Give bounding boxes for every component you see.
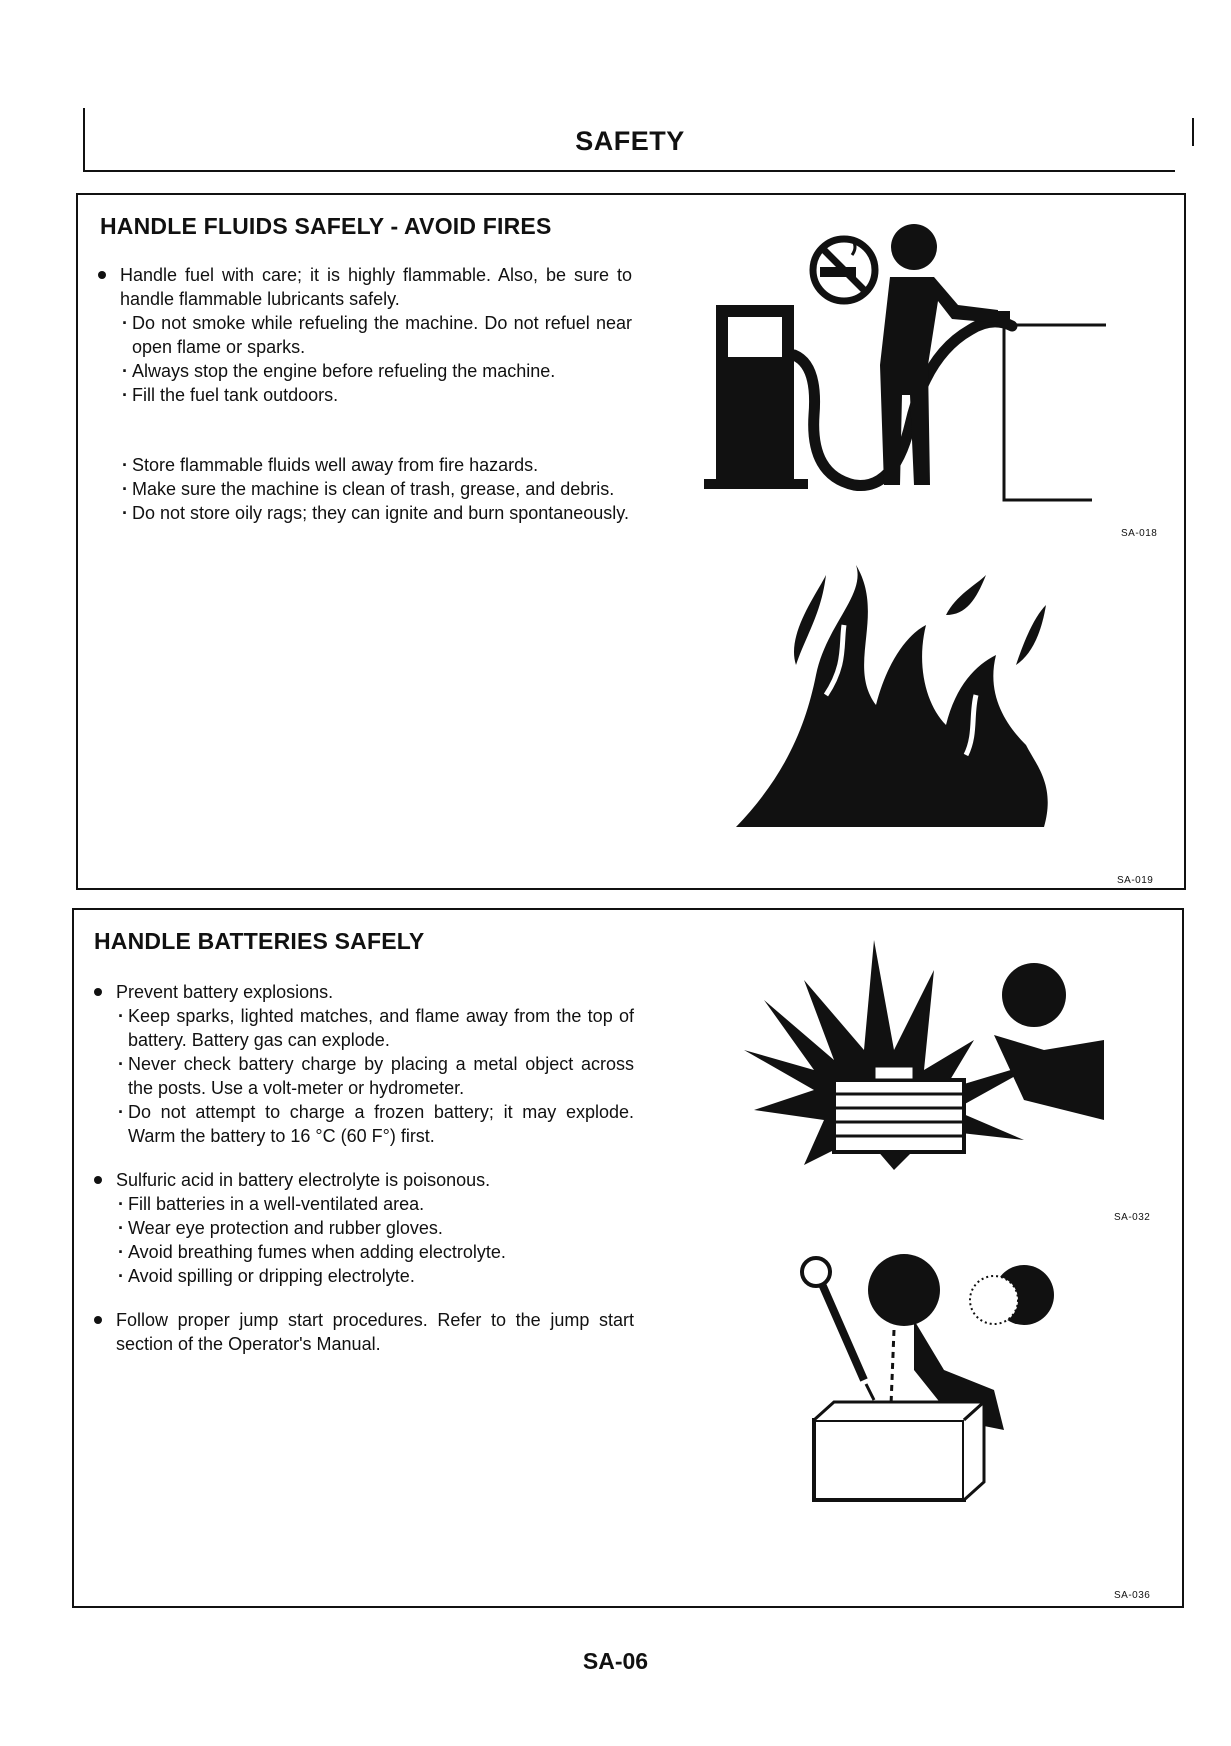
page-title: SAFETY xyxy=(575,126,685,156)
battery-explosion-illustration xyxy=(744,940,1104,1190)
fluids-sub-item: · Always stop the engine before refueling the machine. xyxy=(92,359,632,383)
figure-code: SA-019 xyxy=(1117,875,1154,886)
batteries-section-title: HANDLE BATTERIES SAFELY xyxy=(94,928,425,954)
fluids-sub-item: · Store flammable fluids well away from fire hazards. xyxy=(92,453,632,477)
fluids-sub-item: · Do not smoke while refueling the machine. Do not refuel near open flame or sparks. xyxy=(92,311,632,359)
page-header xyxy=(83,108,1175,172)
batteries-sub-item: · Wear eye protection and rubber gloves. xyxy=(88,1216,634,1240)
fluids-sub-item: · Make sure the machine is clean of trash, grease, and debris. xyxy=(92,477,632,501)
refueling-no-smoking-illustration xyxy=(702,215,1112,515)
fluids-sub-item: · Do not store oily rags; they can ignite and burn spontaneously. xyxy=(92,501,632,525)
batteries-sub-item: · Fill batteries in a well-ventilated area. xyxy=(88,1192,634,1216)
fluids-section xyxy=(76,193,1186,890)
figure-code: SA-036 xyxy=(1114,1590,1151,1601)
batteries-sub-item: · Avoid spilling or dripping electrolyte. xyxy=(88,1264,634,1288)
header-margin-mark xyxy=(1192,118,1194,146)
figure-code: SA-018 xyxy=(1121,528,1158,539)
fire-flames-illustration xyxy=(726,555,1066,835)
batteries-section xyxy=(72,908,1184,1608)
batteries-bullet: Prevent battery explosions. xyxy=(88,980,634,1004)
fluids-bullet: Handle fuel with care; it is highly flammable. Also, be sure to handle flammable lubricants safely. xyxy=(92,263,632,311)
batteries-sub-item: · Do not attempt to charge a frozen battery; it may explode. Warm the battery to 16 °C (60 F°) first. xyxy=(88,1100,634,1148)
batteries-sub-item: · Never check battery charge by placing a metal object across the posts. Use a volt-meter or hydrometer. xyxy=(88,1052,634,1100)
batteries-bullet: Sulfuric acid in battery electrolyte is poisonous. xyxy=(88,1168,634,1192)
battery-acid-hydrometer-illustration xyxy=(794,1250,1124,1510)
battery-icon xyxy=(814,1402,984,1500)
page-number: SA-06 xyxy=(582,1648,649,1674)
batteries-sub-item: · Keep sparks, lighted matches, and flame away from the top of battery. Battery gas can explode. xyxy=(88,1004,634,1052)
fluids-instructions xyxy=(92,263,632,525)
fluids-sub-item: · Fill the fuel tank outdoors. xyxy=(92,383,632,407)
batteries-sub-item: · Avoid breathing fumes when adding electrolyte. xyxy=(88,1240,634,1264)
batteries-instructions xyxy=(88,980,634,1356)
batteries-bullet: Follow proper jump start procedures. Refer to the jump start section of the Operator's Manual. xyxy=(88,1308,634,1356)
battery-icon xyxy=(834,1066,964,1152)
figure-code: SA-032 xyxy=(1114,1212,1151,1223)
fluids-section-title: HANDLE FLUIDS SAFELY - AVOID FIRES xyxy=(100,213,552,239)
